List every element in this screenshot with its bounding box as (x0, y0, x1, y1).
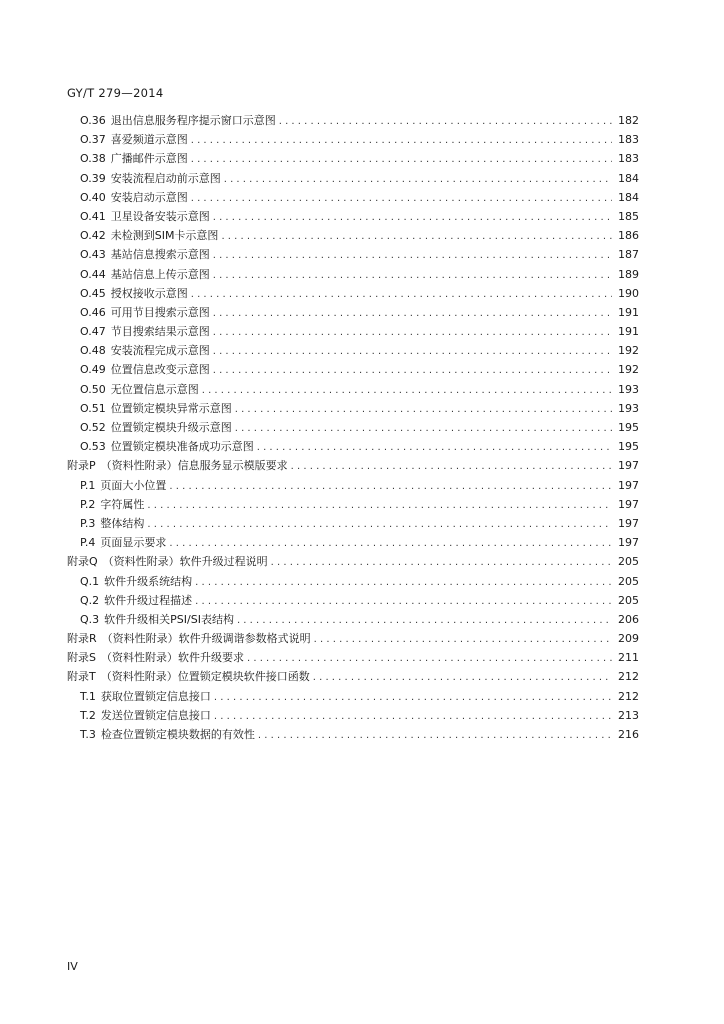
toc-entry[interactable] (67, 169, 639, 188)
toc-entry[interactable] (67, 265, 639, 284)
toc-entry-title: 安装流程完成示意图 (110, 344, 210, 358)
toc-entry[interactable] (67, 341, 639, 360)
toc-entry-number: O.37 (80, 133, 106, 147)
toc-entry-title: 可用节目搜索示意图 (110, 305, 210, 319)
toc-entry-title: 位置信息改变示意图 (110, 363, 210, 377)
toc-entry-number: O.53 (80, 440, 106, 454)
toc-entry[interactable] (67, 552, 639, 571)
toc-entry-number: O.40 (80, 190, 106, 204)
toc-entry-page: 197 (618, 497, 639, 511)
toc-entry[interactable] (67, 648, 639, 667)
toc-entry-number: T.2 (80, 708, 96, 722)
toc-entry-page: 189 (618, 267, 639, 281)
toc-entry-title: （资料性附录）信息服务显示模版要求 (100, 459, 288, 473)
toc-entry-title: （资料性附录）软件升级过程说明 (102, 555, 268, 569)
toc-leader-dots (279, 112, 612, 131)
toc-entry-title: 基站信息上传示意图 (110, 267, 210, 281)
toc-leader-dots (314, 630, 612, 649)
toc-entry-title: 广播邮件示意图 (110, 152, 188, 166)
toc-entry[interactable] (67, 380, 639, 399)
toc-entry[interactable] (67, 418, 639, 437)
toc-entry-number: 附录R (67, 632, 97, 646)
toc-leader-dots (291, 457, 612, 476)
toc-entry[interactable] (67, 188, 639, 207)
toc-entry-page: 205 (618, 574, 639, 588)
toc-entry-number: O.47 (80, 325, 106, 339)
toc-leader-dots (202, 381, 612, 400)
toc-entry[interactable] (67, 399, 639, 418)
toc-entry-page: 212 (618, 670, 639, 684)
toc-entry[interactable] (67, 533, 639, 552)
toc-entry-title: 卫星设备安装示意图 (110, 209, 210, 223)
toc-entry[interactable] (67, 360, 639, 379)
toc-entry[interactable] (67, 437, 639, 456)
toc-leader-dots (147, 496, 612, 515)
toc-entry-title: 位置锁定模块准备成功示意图 (110, 440, 254, 454)
toc-entry-page: 190 (618, 286, 639, 300)
toc-entry-number: O.49 (80, 363, 106, 377)
toc-leader-dots (214, 688, 612, 707)
toc-entry-number: O.45 (80, 286, 106, 300)
toc-leader-dots (214, 707, 612, 726)
toc-leader-dots (191, 150, 612, 169)
toc-entry-number: Q.3 (80, 612, 100, 626)
toc-leader-dots (271, 553, 612, 572)
toc-entry-title: 位置锁定模块升级示意图 (110, 421, 232, 434)
toc-entry-number: O.41 (80, 209, 106, 223)
toc-entry-page: 195 (618, 440, 639, 454)
toc-entry[interactable] (67, 706, 639, 725)
toc-entry-number: O.48 (80, 344, 106, 358)
toc-entry-title: 退出信息服务程序提示窗口示意图 (110, 114, 276, 127)
toc-entry-page: 184 (618, 190, 639, 204)
toc-leader-dots (213, 323, 612, 342)
toc-entry-title: 节目搜索结果示意图 (110, 325, 210, 339)
toc-leader-dots (247, 649, 612, 668)
toc-leader-dots (169, 477, 612, 496)
toc-entry-title: 喜爱频道示意图 (110, 133, 188, 147)
toc-entry-page: 192 (618, 363, 639, 377)
toc-leader-dots (213, 342, 612, 361)
toc-entry-page: 197 (618, 536, 639, 550)
toc-entry-number: O.36 (80, 114, 106, 127)
toc-leader-dots (213, 304, 612, 323)
toc-entry-page: 187 (618, 248, 639, 262)
toc-entry-number: P.2 (80, 497, 96, 511)
toc-entry-number: O.51 (80, 401, 106, 415)
toc-entry[interactable] (67, 456, 639, 475)
toc-entry-page: 186 (618, 229, 639, 243)
toc-entry-page: 183 (618, 152, 639, 166)
toc-entry[interactable] (67, 322, 639, 341)
toc-entry[interactable] (67, 629, 639, 648)
toc-entry-title: 安装启动示意图 (110, 190, 188, 204)
toc-entry-number: 附录S (67, 651, 96, 665)
toc-entry[interactable] (67, 610, 639, 629)
toc-entry[interactable] (67, 572, 639, 591)
toc-entry[interactable] (67, 149, 639, 168)
toc-entry-page: 205 (618, 593, 639, 607)
toc-entry[interactable] (67, 514, 639, 533)
toc-entry-number: O.42 (80, 229, 106, 243)
toc-entry-title: 整体结构 (100, 516, 145, 530)
toc-entry-page: 205 (618, 555, 639, 569)
toc-entry-number: P.3 (80, 516, 96, 530)
toc-entry-number: O.46 (80, 305, 106, 319)
toc-entry-number: Q.1 (80, 574, 100, 588)
toc-entry[interactable] (67, 591, 639, 610)
toc-entry[interactable] (67, 245, 639, 264)
page-number: IV (67, 960, 78, 973)
toc-entry[interactable] (67, 226, 639, 245)
toc-entry-title: 获取位置锁定信息接口 (100, 689, 211, 703)
toc-entry-number: O.52 (80, 421, 106, 434)
toc-leader-dots (313, 668, 612, 687)
toc-entry[interactable] (67, 111, 639, 130)
toc-entry[interactable] (67, 687, 639, 706)
toc-entry-title: 无位置信息示意图 (110, 382, 199, 396)
toc-entry-number: 附录T (67, 670, 96, 684)
toc-entry-page: 209 (618, 632, 639, 646)
toc-entry-number: 附录Q (67, 555, 98, 569)
toc-leader-dots (195, 592, 612, 611)
toc-leader-dots (224, 170, 612, 189)
toc-entry[interactable] (67, 725, 639, 744)
toc-leader-dots (195, 573, 612, 592)
toc-entry-page: 191 (618, 325, 639, 339)
toc-entry-title: 授权接收示意图 (110, 286, 188, 300)
toc-leader-dots (213, 361, 612, 380)
toc-entry[interactable] (67, 303, 639, 322)
toc-leader-dots (191, 189, 612, 208)
toc-entry-number: O.43 (80, 248, 106, 262)
table-of-contents (67, 111, 639, 744)
toc-leader-dots (169, 534, 612, 553)
toc-leader-dots (235, 419, 612, 438)
toc-leader-dots (213, 246, 612, 265)
toc-entry-title: 位置锁定模块异常示意图 (110, 401, 232, 415)
toc-entry-page: 197 (618, 516, 639, 530)
toc-entry-page: 195 (618, 421, 639, 434)
toc-leader-dots (191, 131, 612, 150)
toc-entry-page: 191 (618, 305, 639, 319)
toc-entry-page: 192 (618, 344, 639, 358)
toc-entry[interactable] (67, 284, 639, 303)
toc-entry[interactable] (67, 207, 639, 226)
toc-entry-title: 软件升级相关PSI/SI表结构 (104, 612, 234, 626)
toc-entry-title: 检查位置锁定模块数据的有效性 (100, 728, 255, 741)
toc-entry-number: Q.2 (80, 593, 100, 607)
toc-entry-page: 185 (618, 209, 639, 223)
toc-entry[interactable] (67, 476, 639, 495)
toc-entry-title: （资料性附录）软件升级要求 (100, 651, 244, 665)
toc-entry-title: 安装流程启动前示意图 (110, 171, 221, 185)
toc-entry-title: 软件升级系统结构 (104, 574, 193, 588)
document-header: GY/T 279—2014 (67, 86, 164, 100)
toc-leader-dots (237, 611, 612, 630)
toc-entry-title: 未检测到SIM卡示意图 (110, 229, 219, 243)
toc-entry-page: 212 (618, 689, 639, 703)
toc-leader-dots (147, 515, 612, 534)
toc-entry-title: 页面显示要求 (100, 536, 167, 550)
toc-entry-title: 发送位置锁定信息接口 (100, 708, 211, 722)
toc-leader-dots (235, 400, 612, 419)
toc-entry-page: 197 (618, 459, 639, 473)
toc-entry[interactable] (67, 130, 639, 149)
toc-leader-dots (257, 438, 612, 457)
toc-entry-number: O.44 (80, 267, 106, 281)
toc-entry-page: 197 (618, 478, 639, 492)
toc-entry-number: O.39 (80, 171, 106, 185)
toc-entry-page: 211 (618, 651, 639, 665)
toc-leader-dots (213, 266, 612, 285)
toc-entry-number: T.3 (80, 728, 96, 741)
toc-entry-title: 软件升级过程描述 (104, 593, 193, 607)
toc-entry-page: 184 (618, 171, 639, 185)
toc-entry-number: P.1 (80, 478, 96, 492)
toc-entry-page: 216 (618, 728, 639, 741)
toc-leader-dots (191, 285, 612, 304)
toc-entry-number: P.4 (80, 536, 96, 550)
toc-leader-dots (221, 227, 612, 246)
toc-entry-page: 193 (618, 382, 639, 396)
toc-entry-page: 193 (618, 401, 639, 415)
toc-entry[interactable] (67, 495, 639, 514)
toc-entry-page: 182 (618, 114, 639, 127)
toc-entry-number: O.50 (80, 382, 106, 396)
toc-entry-title: 基站信息搜索示意图 (110, 248, 210, 262)
toc-leader-dots (258, 726, 612, 745)
toc-entry-title: （资料性附录）位置锁定模块软件接口函数 (100, 670, 310, 684)
toc-entry-number: T.1 (80, 689, 96, 703)
toc-entry-page: 183 (618, 133, 639, 147)
toc-leader-dots (213, 208, 612, 227)
toc-entry-page: 206 (618, 612, 639, 626)
toc-entry[interactable] (67, 667, 639, 686)
toc-entry-page: 213 (618, 708, 639, 722)
toc-entry-title: 页面大小位置 (100, 478, 167, 492)
toc-entry-title: 字符属性 (100, 497, 145, 511)
toc-entry-number: 附录P (67, 459, 96, 473)
toc-entry-title: （资料性附录）软件升级调谐参数格式说明 (101, 632, 311, 646)
toc-entry-number: O.38 (80, 152, 106, 166)
